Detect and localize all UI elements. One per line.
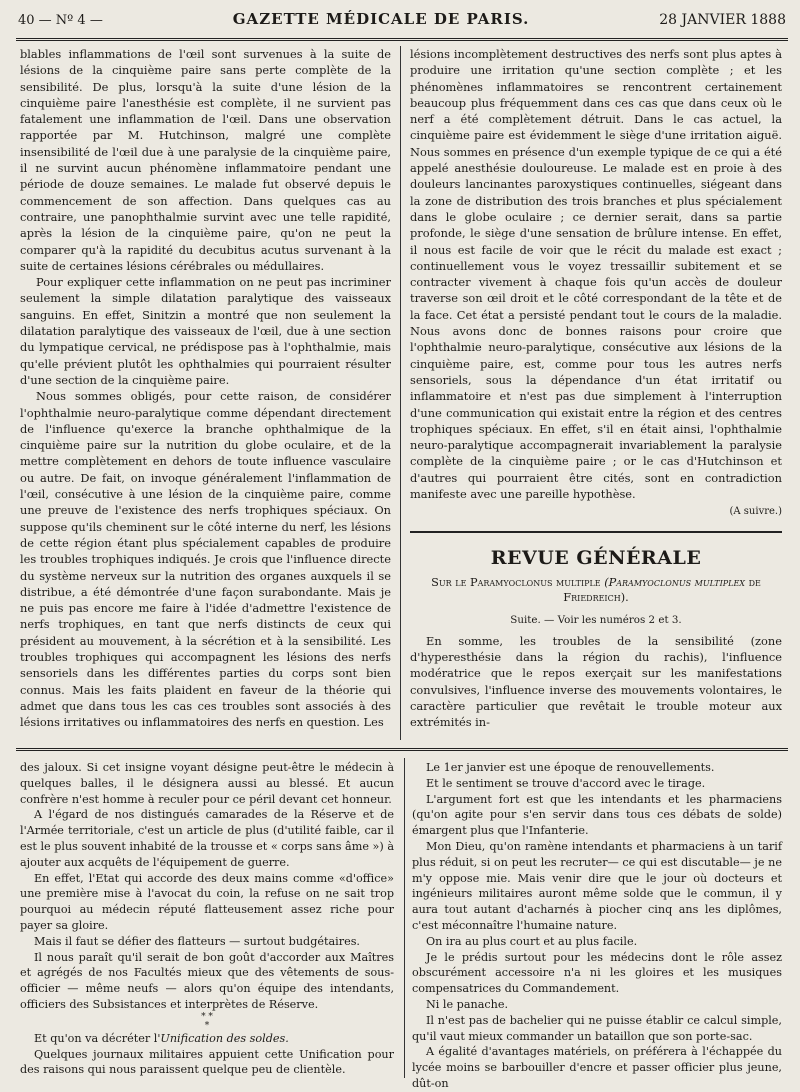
issue-date: 28 JANVIER 1888 [659,12,786,28]
to-follow-note: (A suivre.) [729,506,782,518]
subtitle-prefix: Sur le Paramyoclonus multiple [431,575,601,589]
paragraph: Je le prédis surtout pour les médecins dont le rôle assez obscurément accessoire n'a ni les gloires et les musiques compensatrices du Commandement. [412,950,782,996]
paragraph: lésions incomplètement destructives des nerfs sont plus aptes à produire une irritation qu'une section complète ; et les phénomènes inflammatoires se rencontrent certainement beaucoup plus fréquemment dans ces cas que dans ceux où le nerf a été complètement détruit. Dans le cas actuel, la cinquième paire est évidemment le siège d'une irritation aiguë. Nous sommes en présence d'un exemple typique de ce qui a été appelé anesthésie douloureuse. Le malade est en proie à des douleurs lancinantes paroxystiques continuelles, siégeant dans la zone de distribution des trois branches et plus spécialement dans le globe oculaire ; ce dernier serait, dans sa partie profonde, le siège d'une sensation de brûlure intense. En effet, il nous est facile de voir que le récit du malade est exact ; continuellement vous le voyez tressaillir subitement et se contracter vivement à chaque fois qu'un accès de douleur traverse son œil droit et le côté correspondant de la tête et de la face. Cet état a persisté pendant tout le cours de la maladie. Nous avons donc de bonnes raisons pour croire que l'ophthalmie neuro-paralytique, consécutive aux lésions de la cinquième paire, est, comme pour tous les autres nerfs sensoriels, sous la dépendance d'un état irritatif ou inflammatoire et n'est pas due simplement à l'interruption d'une communication qui existait entre la région et des centres trophiques spéciaux. En effet, s'il en était ainsi, l'ophthalmie neuro-paralytique accompagnerait invariablement la paralysie complète de la cinquième paire ; or le cas d'Hutchinson et d'autres qui pourraient être cités, sont en contradiction manifeste avec une pareille hypothèse. [410,47,782,502]
paragraph: En effet, l'Etat qui accorde des deux mains comme «d'office» une première mise à l'avocat du coin, la refuse on ne sait trop pourquoi au médecin réputé flatteusement assez riche pour payer sa gloire. [20,871,394,932]
feuilleton-rule [16,748,788,751]
paragraph: Mon Dieu, qu'on ramène intendants et pharmaciens à un tarif plus réduit, si on peut les recruter— ce qui est discutable— je ne m'y oppose mie. Mais venir dire que le jour où docteurs et ingénieurs militaires auront même solde que le commun, il y aura tout autant d'acharnés à piocher cinq ans les diplômes, c'est méconnaître l'humaine nature. [412,839,782,932]
subtitle-italic: (Paramyoclonus multiplex [604,575,745,589]
page-number: 40 — Nº 4 — [18,13,103,28]
paragraph: Quelques journaux militaires appuient cette Unification pour des raisons qui nous paraissent quelque peu de clientèle. [20,1047,394,1077]
text-prefix: Et qu'on va décréter l' [34,1031,161,1045]
paragraph [20,1031,394,1047]
section-title: REVUE GÉNÉRALE [490,546,702,569]
bottom-left-column [20,760,394,1078]
paragraph: Le 1er janvier est une époque de renouvellements. [426,761,715,774]
paragraph: Nous sommes obligés, pour cette raison, de considérer l'ophthalmie neuro-paralytique comme dépendant directement de l'influence qu'exerce la branche ophthalmique de la cinquième paire sur la nutrition du globe oculaire, et de la mettre complètement en dehors de toute influence vasculaire ou autre. De fait, on invoque généralement l'inflammation de l'œil, consécutive à une lésion de la cinquième paire, comme une preuve de l'existence des nerfs trophiques spéciaux. On suppose qu'ils cheminent sur le côté interne du nerf, les lésions de cette région étant plus spécialement capables de produire les troubles trophiques indiqués. Je crois que l'influence directe du système nerveux sur la nutrition des organes auxquels il se distribue, a été démontrée d'une façon surabondante. Mais je ne puis pas encore me faire à l'idée d'admettre l'existence de nerfs trophiques, en tant que nerfs distincts de ceux qui président au mouvement, à la sécrétion et à la sensibilité. Les troubles trophiques qui accompagnent les lésions des nerfs sensoriels dans les différentes parties du corps sont bien connus. Mais les faits plaident en faveur de la théorie qui admet que dans tous les cas ces troubles sont associés à des lésions irritatives ou inflammatoires des nerfs en question. Les [20,389,391,730]
paragraph: On ira au plus court et au plus facile. [426,934,638,948]
paragraph: Et le sentiment se trouve d'accord avec le tirage. [426,776,706,790]
column-divider [400,46,401,740]
right-column [410,46,782,746]
paragraph: A l'égard de nos distingués camarades de la Réserve et de l'Armée territoriale, c'est un article de plus (d'utilité faible, car il est le plus souvent inhabité de la trousse et « corps sans âme ») à ajouter aux acquêts de l'équipement de guerre. [20,808,394,869]
text-italic: Unification des soldes. [160,1031,289,1045]
section-note: Suite. — Voir les numéros 2 et 3. [510,613,682,626]
paragraph: Il nous paraît qu'il serait de bon goût d'accorder aux Maîtres et agrégés de nos Facultés mieux que des vêtements de sous-officier — même neufs — alors qu'on équipe des intendants, officiers des Subsistances et interprètes de Réserve. [20,950,394,1011]
section-subtitle [410,575,782,605]
left-column [20,46,391,746]
subtitle-suffix: de Friedreich). [563,575,761,604]
journal-title: GAZETTE MÉDICALE DE PARIS. [232,10,530,28]
paragraph: Pour expliquer cette inflammation on ne peut pas incriminer seulement la simple dilatation paralytique des vaisseaux sanguins. En effet, Sinitzin a montré que non seulement la dilatation paralytique des vaisseaux de l'œil, due à une section du lympatique cervical, ne prédispose pas à l'ophthalmie, mais qu'elle prévient plutôt les ophthalmies qui pourraient résulter d'une section de la cinquième paire. [20,275,391,387]
page-header [18,10,786,36]
paragraph: Il n'est pas de bachelier qui ne puisse établir ce calcul simple, qu'il vaut mieux commander un bataillon que son porte-sac. [412,1013,782,1043]
paragraph: En somme, les troubles de la sensibilité (zone d'hyperesthésie dans la région du rachis), l'influence modératrice que le repos exerçait sur les manifestations convulsives, l'influence inverse des mouvements volontaires, le caractère particulier que revêtait le trouble moteur aux extrémités in- [410,633,782,730]
paragraph: Ni le panache. [426,997,509,1011]
paragraph: A égalité d'avantages matériels, on préférera à l'échappée du lycée moins se barbouiller d'encre et passer officier plus jeune, dût-on [412,1045,782,1090]
header-rule [16,38,788,41]
bottom-right-column [412,760,782,1090]
section-rule [410,531,782,533]
paragraph: des jaloux. Si cet insigne voyant désigne peut-être le médecin à quelques balles, il le désignera aussi au blessé. Et aucun confrère n'est homme à reculer pour ce péril devant cet honneur. [20,761,394,806]
paragraph: Mais il faut se défier des flatteurs — surtout budgétaires. [34,934,360,948]
section-stars: * * * [201,1011,213,1031]
column-divider [404,758,405,1078]
paragraph: L'argument fort est que les intendants et les pharmaciens (qu'on agite pour s'en servir dans tous ces débats de solde) émargent plus que l'Infanterie. [412,792,782,838]
paragraph: blables inflammations de l'œil sont survenues à la suite de lésions de la cinquième paire sans perte complète de la sensibilité. De plus, lorsqu'à la suite d'une lésion de la cinquième paire l'anesthésie est complète, il ne survient pas fatalement une inflammation de l'œil. Dans une observation rapportée par M. Hutchinson, malgré une complète insensibilité de l'œil due à une paralysie de la cinquième paire, il ne survint aucun phénomène inflammatoire pendant une période de douze semaines. Le malade fut observé depuis le commencement de son affection. Dans quelques cas au contraire, une panophthalmie survint avec une telle rapidité, après la lésion de la cinquième paire, qu'on ne peut la comparer qu'à la rapidité du decubitus acutus survenant à la suite de certaines lésions cérébrales ou médullaires. [20,47,391,273]
